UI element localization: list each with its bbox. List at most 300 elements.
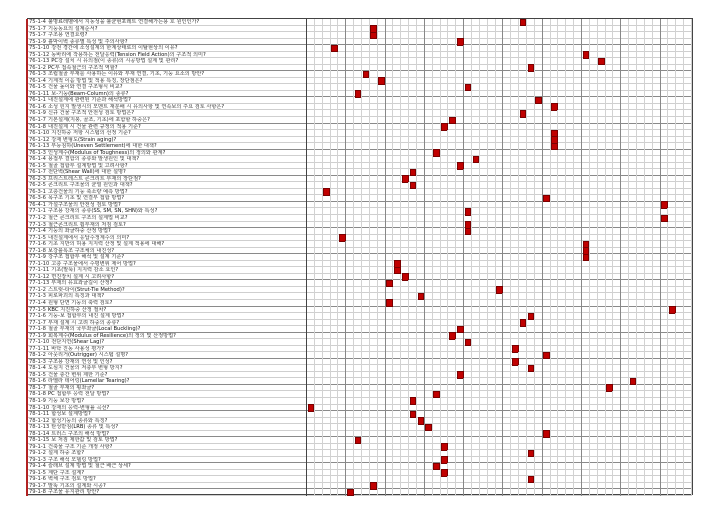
grid-cell[interactable] [629,489,637,496]
grid-cell[interactable] [598,222,606,229]
grid-cell[interactable] [519,359,527,366]
grid-cell[interactable] [543,359,551,366]
grid-cell[interactable] [315,52,323,59]
grid-cell[interactable] [566,489,574,496]
grid-cell[interactable] [346,457,354,464]
grid-cell[interactable] [448,189,456,196]
grid-cell[interactable] [331,320,339,327]
grid-cell[interactable] [558,222,566,229]
grid-cell[interactable] [653,320,661,327]
grid-cell[interactable] [645,424,653,431]
grid-cell[interactable] [354,222,362,229]
grid-cell[interactable] [645,254,653,261]
grid-cell[interactable] [653,84,661,91]
grid-cell[interactable] [582,222,590,229]
grid-cell[interactable] [378,320,386,327]
grid-cell[interactable] [653,489,661,496]
grid-cell[interactable] [621,222,629,229]
grid-cell[interactable] [338,457,346,464]
grid-cell[interactable] [527,457,535,464]
grid-cell[interactable] [315,391,323,398]
grid-cell[interactable] [613,359,621,366]
grid-cell[interactable] [441,150,449,157]
grid-cell[interactable] [425,189,433,196]
grid-cell[interactable] [401,84,409,91]
grid-cell[interactable] [331,391,339,398]
grid-cell[interactable] [378,150,386,157]
grid-cell[interactable] [503,489,511,496]
grid-cell[interactable] [496,189,504,196]
grid-cell[interactable] [637,254,645,261]
grid-cell[interactable] [629,391,637,398]
grid-cell[interactable] [307,254,315,261]
grid-cell[interactable] [496,117,504,124]
grid-cell[interactable] [527,189,535,196]
grid-cell[interactable] [661,424,669,431]
grid-cell[interactable] [417,84,425,91]
grid-cell[interactable] [464,150,472,157]
grid-cell[interactable] [527,254,535,261]
grid-cell[interactable] [480,457,488,464]
grid-cell[interactable] [448,489,456,496]
grid-cell[interactable] [551,222,559,229]
grid-cell[interactable] [386,52,394,59]
grid-cell[interactable] [362,391,370,398]
grid-cell[interactable] [488,489,496,496]
grid-cell[interactable] [354,457,362,464]
grid-cell[interactable] [668,320,676,327]
grid-cell[interactable] [676,222,684,229]
grid-cell[interactable] [566,84,574,91]
grid-cell[interactable] [456,150,464,157]
grid-cell[interactable] [566,287,574,294]
grid-cell[interactable] [331,222,339,229]
grid-cell[interactable] [519,287,527,294]
grid-cell[interactable] [668,424,676,431]
grid-cell[interactable] [637,489,645,496]
grid-cell[interactable] [566,457,574,464]
grid-cell[interactable] [323,117,331,124]
grid-cell[interactable] [307,52,315,59]
grid-cell[interactable] [598,150,606,157]
grid-cell[interactable] [370,391,378,398]
grid-cell[interactable] [464,391,472,398]
grid-cell[interactable] [346,84,354,91]
grid-cell[interactable] [401,287,409,294]
grid-cell[interactable] [606,320,614,327]
grid-cell[interactable] [676,391,684,398]
grid-cell[interactable] [543,457,551,464]
grid-cell[interactable] [370,254,378,261]
grid-cell[interactable] [386,84,394,91]
grid-cell[interactable] [331,150,339,157]
grid-cell[interactable] [668,84,676,91]
grid-cell[interactable] [606,150,614,157]
grid-cell[interactable] [362,489,370,496]
grid-cell[interactable] [606,189,614,196]
grid-cell[interactable] [566,189,574,196]
grid-cell[interactable] [401,117,409,124]
grid-cell[interactable] [393,320,401,327]
grid-cell[interactable] [370,287,378,294]
grid-cell[interactable] [346,222,354,229]
grid-cell[interactable] [535,489,543,496]
grid-cell[interactable] [315,254,323,261]
grid-cell[interactable] [448,254,456,261]
grid-cell[interactable] [543,489,551,496]
grid-cell[interactable] [535,254,543,261]
grid-cell[interactable] [668,52,676,59]
grid-cell[interactable] [668,391,676,398]
grid-cell[interactable] [519,457,527,464]
grid-cell[interactable] [393,391,401,398]
grid-cell[interactable] [566,254,574,261]
grid-cell[interactable] [433,222,441,229]
grid-cell[interactable] [511,424,519,431]
grid-cell[interactable] [637,84,645,91]
grid-cell[interactable] [535,222,543,229]
grid-cell[interactable] [551,287,559,294]
grid-cell[interactable] [613,222,621,229]
grid-cell[interactable] [629,287,637,294]
grid-cell[interactable] [456,457,464,464]
grid-cell[interactable] [425,489,433,496]
grid-cell[interactable] [393,117,401,124]
grid-cell[interactable] [598,489,606,496]
grid-cell[interactable] [409,254,417,261]
grid-cell[interactable] [456,424,464,431]
grid-cell[interactable] [433,489,441,496]
grid-cell[interactable] [307,287,315,294]
grid-cell[interactable] [645,391,653,398]
grid-cell[interactable] [315,489,323,496]
grid-cell[interactable] [417,150,425,157]
grid-cell[interactable] [472,457,480,464]
grid-cell[interactable] [488,287,496,294]
grid-cell[interactable] [606,489,614,496]
grid-cell[interactable] [527,287,535,294]
grid-cell[interactable] [503,320,511,327]
grid-cell[interactable] [480,222,488,229]
grid-cell[interactable] [653,457,661,464]
grid-cell[interactable] [519,84,527,91]
grid-cell[interactable] [480,320,488,327]
grid-cell[interactable] [621,287,629,294]
grid-cell[interactable] [378,117,386,124]
grid-cell[interactable] [425,150,433,157]
grid-cell[interactable] [417,391,425,398]
grid-cell[interactable] [315,320,323,327]
grid-cell[interactable] [527,117,535,124]
grid-cell[interactable] [362,287,370,294]
grid-cell[interactable] [661,254,669,261]
grid-cell[interactable] [613,320,621,327]
grid-cell[interactable] [558,489,566,496]
grid-cell[interactable] [370,424,378,431]
grid-cell[interactable] [621,391,629,398]
grid-cell[interactable] [488,150,496,157]
grid-cell[interactable] [661,320,669,327]
grid-cell[interactable] [613,254,621,261]
grid-cell[interactable] [637,457,645,464]
grid-cell[interactable] [433,359,441,366]
grid-cell[interactable] [331,457,339,464]
grid-cell[interactable] [472,84,480,91]
grid-cell[interactable] [331,52,339,59]
grid-cell[interactable] [386,320,394,327]
grid-cell[interactable] [488,359,496,366]
grid-cell[interactable] [574,489,582,496]
grid-cell[interactable] [653,150,661,157]
grid-cell[interactable] [606,117,614,124]
grid-cell[interactable] [370,222,378,229]
grid-cell[interactable] [582,489,590,496]
grid-cell[interactable] [448,222,456,229]
grid-cell[interactable] [448,391,456,398]
grid-cell[interactable] [551,254,559,261]
grid-cell[interactable] [331,84,339,91]
grid-cell[interactable] [590,189,598,196]
grid-cell[interactable] [511,489,519,496]
grid-cell[interactable] [511,222,519,229]
grid-cell[interactable] [574,189,582,196]
grid-cell[interactable] [519,424,527,431]
grid-cell[interactable] [637,391,645,398]
grid-cell[interactable] [472,189,480,196]
grid-cell[interactable] [606,424,614,431]
grid-cell[interactable] [558,391,566,398]
grid-cell[interactable] [370,189,378,196]
grid-cell[interactable] [653,287,661,294]
grid-cell[interactable] [653,52,661,59]
grid-cell[interactable] [629,84,637,91]
grid-cell[interactable] [574,222,582,229]
grid-cell[interactable] [331,359,339,366]
grid-cell[interactable] [653,424,661,431]
grid-cell[interactable] [535,457,543,464]
grid-cell[interactable] [684,117,692,124]
grid-cell[interactable] [676,287,684,294]
grid-cell[interactable] [496,359,504,366]
grid-cell[interactable] [629,254,637,261]
grid-cell[interactable] [598,320,606,327]
grid-cell[interactable] [629,189,637,196]
grid-cell[interactable] [684,84,692,91]
grid-cell[interactable] [590,457,598,464]
grid-cell[interactable] [488,117,496,124]
grid-cell[interactable] [519,52,527,59]
grid-cell[interactable] [613,489,621,496]
grid-cell[interactable] [338,150,346,157]
grid-cell[interactable] [496,150,504,157]
grid-cell[interactable] [668,457,676,464]
grid-cell[interactable] [307,189,315,196]
grid-cell[interactable] [543,254,551,261]
grid-cell[interactable] [684,489,692,496]
grid-cell[interactable] [401,391,409,398]
grid-cell[interactable] [362,189,370,196]
grid-cell[interactable] [574,320,582,327]
grid-cell[interactable] [393,287,401,294]
grid-cell[interactable] [346,254,354,261]
grid-cell[interactable] [315,84,323,91]
grid-cell[interactable] [346,117,354,124]
grid-cell[interactable] [645,52,653,59]
grid-cell[interactable] [558,320,566,327]
grid-cell[interactable] [668,189,676,196]
grid-cell[interactable] [535,52,543,59]
grid-cell[interactable] [574,254,582,261]
grid-cell[interactable] [503,457,511,464]
grid-cell[interactable] [393,359,401,366]
grid-cell[interactable] [676,150,684,157]
grid-cell[interactable] [472,117,480,124]
grid-cell[interactable] [441,391,449,398]
grid-cell[interactable] [496,222,504,229]
grid-cell[interactable] [613,150,621,157]
grid-cell[interactable] [464,457,472,464]
grid-cell[interactable] [566,359,574,366]
grid-cell[interactable] [464,287,472,294]
grid-cell[interactable] [354,189,362,196]
grid-cell[interactable] [346,287,354,294]
grid-cell[interactable] [488,189,496,196]
grid-cell[interactable] [456,52,464,59]
grid-cell[interactable] [503,222,511,229]
grid-cell[interactable] [574,359,582,366]
grid-cell[interactable] [441,359,449,366]
grid-cell[interactable] [503,359,511,366]
grid-cell[interactable] [378,457,386,464]
grid-cell[interactable] [519,117,527,124]
grid-cell[interactable] [598,189,606,196]
grid-cell[interactable] [613,287,621,294]
grid-cell[interactable] [558,150,566,157]
grid-cell[interactable] [401,359,409,366]
grid-cell[interactable] [338,84,346,91]
grid-cell[interactable] [574,424,582,431]
grid-cell[interactable] [582,117,590,124]
grid-cell[interactable] [354,117,362,124]
grid-cell[interactable] [331,287,339,294]
grid-cell[interactable] [653,189,661,196]
grid-cell[interactable] [684,189,692,196]
grid-cell[interactable] [433,254,441,261]
grid-cell[interactable] [558,84,566,91]
grid-cell[interactable] [409,287,417,294]
grid-cell[interactable] [386,457,394,464]
grid-cell[interactable] [645,150,653,157]
grid-cell[interactable] [441,287,449,294]
grid-cell[interactable] [574,150,582,157]
grid-cell[interactable] [354,52,362,59]
grid-cell[interactable] [590,222,598,229]
grid-cell[interactable] [653,359,661,366]
grid-cell[interactable] [558,457,566,464]
grid-cell[interactable] [621,189,629,196]
grid-cell[interactable] [519,391,527,398]
grid-cell[interactable] [425,222,433,229]
grid-cell[interactable] [606,84,614,91]
grid-cell[interactable] [433,189,441,196]
grid-cell[interactable] [598,391,606,398]
grid-cell[interactable] [511,287,519,294]
grid-cell[interactable] [551,189,559,196]
grid-cell[interactable] [362,424,370,431]
grid-cell[interactable] [401,222,409,229]
grid-cell[interactable] [448,52,456,59]
grid-cell[interactable] [676,489,684,496]
grid-cell[interactable] [386,359,394,366]
grid-cell[interactable] [362,117,370,124]
grid-cell[interactable] [527,489,535,496]
grid-cell[interactable] [448,359,456,366]
grid-cell[interactable] [338,391,346,398]
grid-cell[interactable] [629,150,637,157]
grid-cell[interactable] [417,222,425,229]
grid-cell[interactable] [676,117,684,124]
grid-cell[interactable] [393,84,401,91]
grid-cell[interactable] [456,189,464,196]
grid-cell[interactable] [503,391,511,398]
grid-cell[interactable] [338,359,346,366]
grid-cell[interactable] [417,189,425,196]
grid-cell[interactable] [645,320,653,327]
grid-cell[interactable] [582,424,590,431]
grid-cell[interactable] [543,287,551,294]
grid-cell[interactable] [543,320,551,327]
grid-cell[interactable] [378,52,386,59]
grid-cell[interactable] [598,117,606,124]
grid-cell[interactable] [472,489,480,496]
grid-cell[interactable] [307,117,315,124]
grid-cell[interactable] [613,189,621,196]
grid-cell[interactable] [346,391,354,398]
grid-cell[interactable] [574,287,582,294]
grid-cell[interactable] [362,457,370,464]
grid-cell[interactable] [621,489,629,496]
grid-cell[interactable] [621,320,629,327]
grid-cell[interactable] [590,52,598,59]
grid-cell[interactable] [535,84,543,91]
grid-cell[interactable] [496,391,504,398]
grid-cell[interactable] [535,359,543,366]
grid-cell[interactable] [433,84,441,91]
grid-cell[interactable] [558,424,566,431]
grid-cell[interactable] [637,189,645,196]
grid-cell[interactable] [519,222,527,229]
grid-cell[interactable] [645,117,653,124]
grid-cell[interactable] [574,391,582,398]
grid-cell[interactable] [637,287,645,294]
grid-cell[interactable] [496,84,504,91]
grid-cell[interactable] [558,287,566,294]
grid-cell[interactable] [551,52,559,59]
grid-cell[interactable] [511,117,519,124]
grid-cell[interactable] [645,489,653,496]
grid-cell[interactable] [637,320,645,327]
grid-cell[interactable] [637,222,645,229]
grid-cell[interactable] [551,391,559,398]
grid-cell[interactable] [543,52,551,59]
grid-cell[interactable] [637,150,645,157]
grid-cell[interactable] [684,287,692,294]
grid-cell[interactable] [441,189,449,196]
grid-cell[interactable] [417,117,425,124]
grid-cell[interactable] [425,254,433,261]
grid-cell[interactable] [409,320,417,327]
grid-cell[interactable] [386,254,394,261]
